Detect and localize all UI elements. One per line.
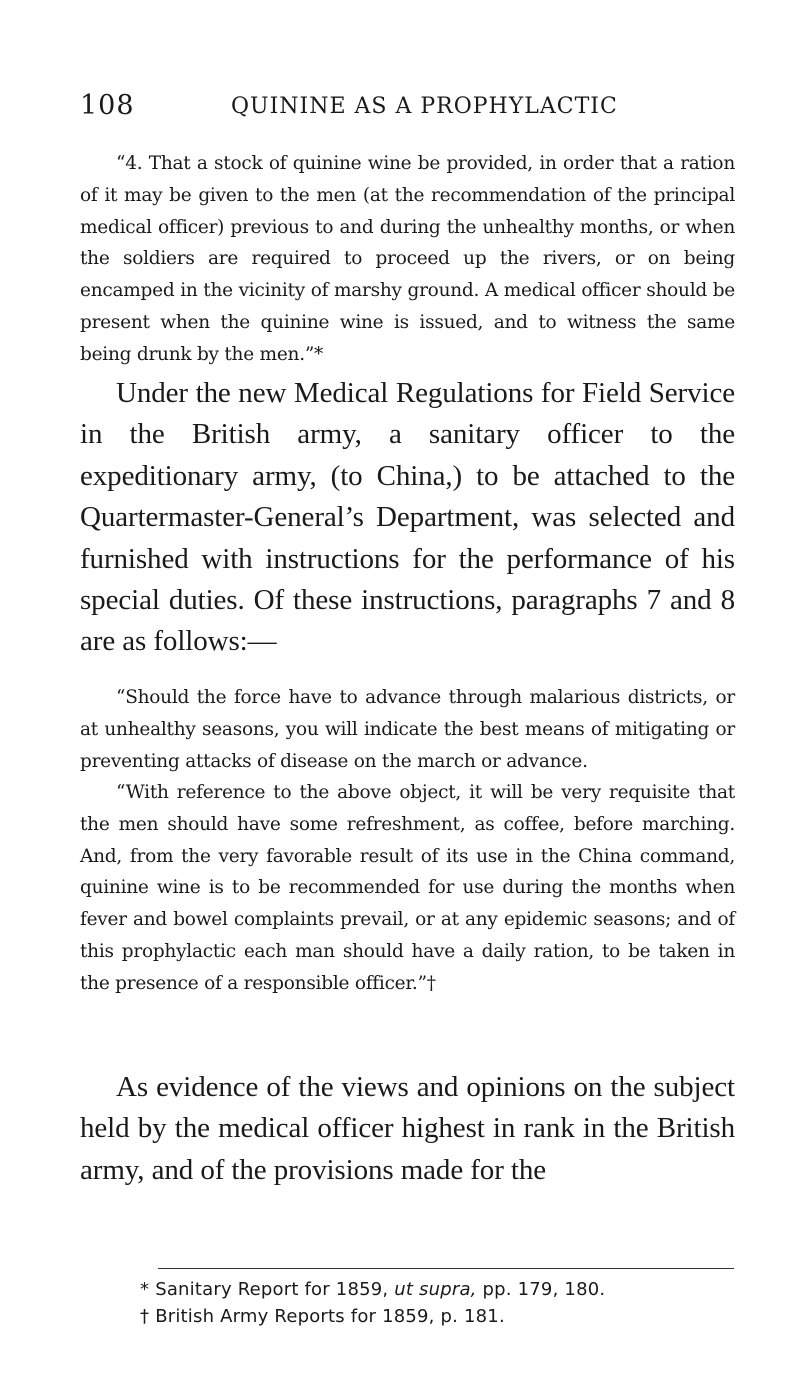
footnote-text: British Army Reports for 1859, p. 181. [155,1306,505,1327]
footnote-divider [158,1268,734,1269]
footnote-1 [140,1279,605,1300]
running-title: QUININE AS A PROPHYLACTIC [231,94,618,119]
footnote-text: Sanitary Report for 1859, [155,1279,389,1300]
quoted-paragraph-malarious-districts: “Should the force have to advance through malarious districts, or at unhealthy seasons, you will indicate the best means of mitigating or preventing attacks of disease on the march or advance. [80,687,735,772]
quoted-paragraph-refreshment: “With reference to the above object, it will be very requisite that the men should have some refreshment, as coffee, before marching. And, from the very favorable result of its use in the China command, quinine wine is to be recommended for use during the months when fever and bowel complaints prevail, or at any epidemic seasons; and of this prophylactic each man should have a daily ration, to be taken in the presence of a responsible officer.”† [80,782,735,994]
body-paragraph-medical-regulations: Under the new Medical Regulations for Field Service in the British army, a sanitary officer to the expeditionary army, (to China,) to be attached to the Quartermaster-General’s Department, was selected and furnished with instructions for the performance of his special duties. Of these instructions, paragraphs 7 and 8 are as follows:— [80,377,735,658]
body-paragraph-evidence: As evidence of the views and opinions on the subject held by the medical officer highest in rank in the British army, and of the provisions made for the [80,1071,735,1186]
running-header [80,90,740,130]
footnote-pages: pp. 179, 180. [482,1279,606,1300]
footnote-marker: † [140,1306,150,1327]
quoted-paragraph-instruction-4: “4. That a stock of quinine wine be provided, in order that a ration of it may be given to the men (at the recommendation of the principal medical officer) previous to and during the unhealthy months, or when the soldiers are required to proceed up the rivers, or on being encamped in the vicinity of marshy ground. A medical officer should be present when the quinine wine is issued, and to witness the same being drunk by the men.”* [80,153,735,365]
footnote-italic-text: ut supra, [394,1279,477,1300]
footnote-2 [140,1306,505,1327]
footnote-marker: * [140,1279,150,1300]
page-number: 108 [80,90,135,121]
